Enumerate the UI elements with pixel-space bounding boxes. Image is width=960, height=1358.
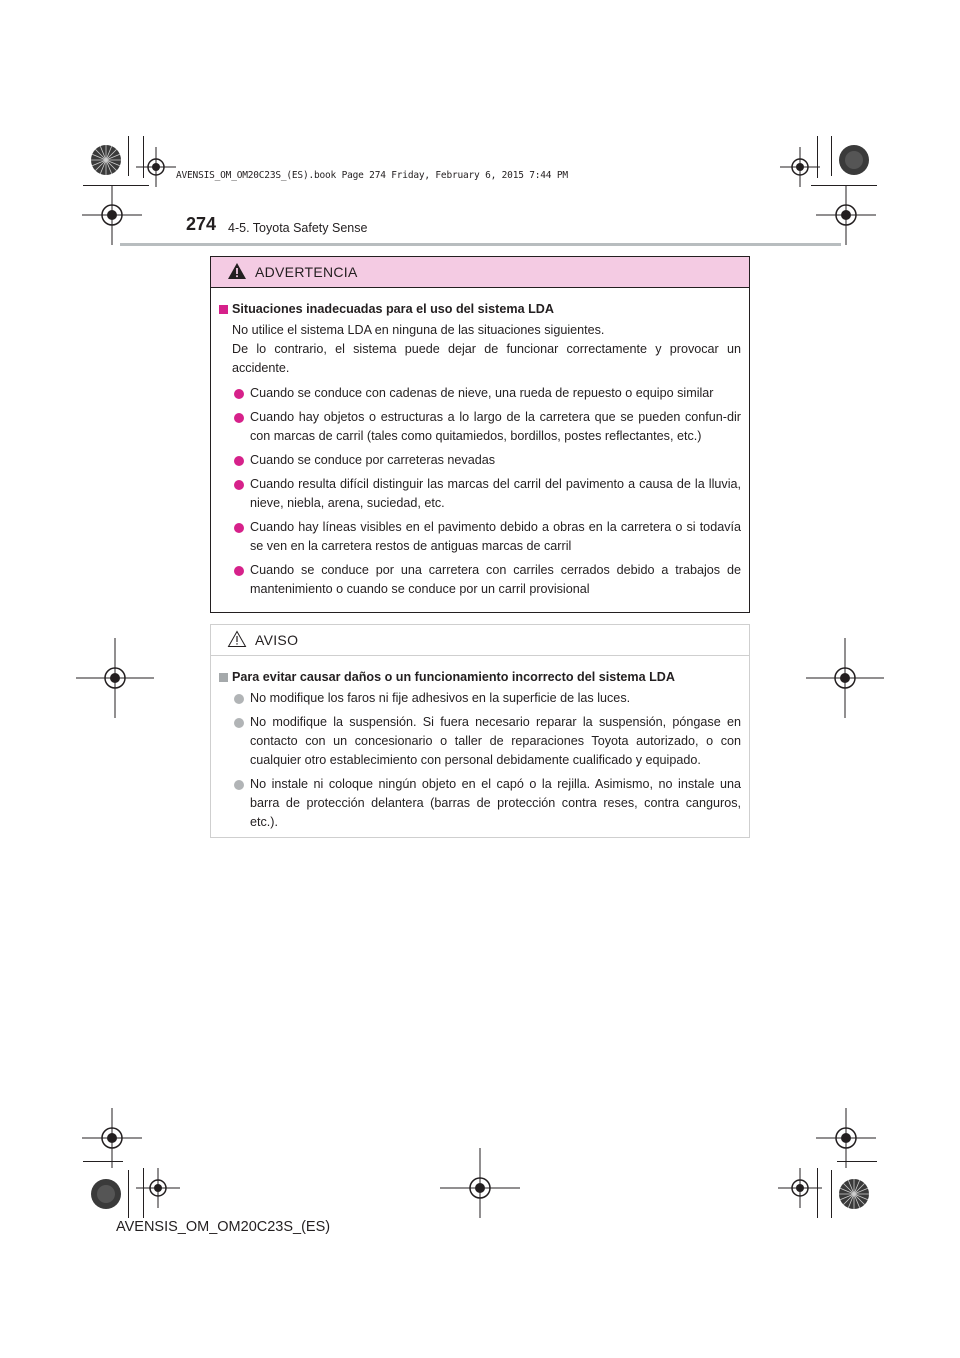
list-item bbox=[219, 451, 741, 470]
list-item bbox=[219, 408, 741, 446]
list-item-text: No modifique la suspensión. Si fuera necesario reparar la suspensión, póngase en contacto con un concesionario o taller de reparaciones Toyota autorizado, o con cualquier otro establecimiento con personal debidamente cualificado y equipado. bbox=[250, 715, 741, 767]
crop-line bbox=[831, 136, 832, 176]
bullet-icon bbox=[234, 523, 244, 533]
registration-target-icon bbox=[82, 185, 142, 245]
footer-code: AVENSIS_OM_OM20C23S_(ES) bbox=[116, 1219, 331, 1235]
list-item-text: Cuando hay objetos o estructuras a lo largo de la carretera que se pueden confun-dir con marcas de carril (tales como quitamiedos, bordillos, postes reflectantes, etc.) bbox=[250, 410, 741, 443]
bullet-icon bbox=[234, 413, 244, 423]
bullet-icon bbox=[234, 456, 244, 466]
bullet-icon bbox=[234, 480, 244, 490]
list-item bbox=[219, 561, 741, 599]
registration-target-icon bbox=[136, 1168, 180, 1208]
registration-target-icon bbox=[778, 1168, 822, 1208]
crop-line bbox=[831, 1170, 832, 1218]
bullet-icon bbox=[234, 780, 244, 790]
list-item bbox=[219, 384, 741, 403]
list-item bbox=[219, 689, 741, 708]
warning-topic-text: Situaciones inadecuadas para el uso del sistema LDA bbox=[232, 302, 554, 316]
list-item bbox=[219, 475, 741, 513]
registration-target-icon bbox=[816, 185, 876, 245]
star-target-icon bbox=[90, 1178, 122, 1210]
registration-target-icon bbox=[816, 1108, 876, 1168]
warning-intro-2: De lo contrario, el sistema puede dejar de funcionar correctamente y provocar un accidente. bbox=[232, 342, 741, 375]
list-item-text: No modifique los faros ni fije adhesivos en la superficie de las luces. bbox=[250, 691, 631, 705]
warning-header bbox=[211, 257, 749, 288]
list-item bbox=[219, 775, 741, 832]
registration-target-icon bbox=[136, 147, 176, 187]
registration-target-icon bbox=[780, 147, 820, 187]
registration-target-icon bbox=[440, 1148, 520, 1218]
list-item-text: Cuando se conduce con cadenas de nieve, una rueda de repuesto o equipo similar bbox=[250, 386, 714, 400]
warning-intro-1: No utilice el sistema LDA en ninguna de las situaciones siguientes. bbox=[232, 323, 605, 337]
section-title: 4-5. Toyota Safety Sense bbox=[228, 221, 368, 235]
bullet-icon bbox=[234, 566, 244, 576]
list-item bbox=[219, 518, 741, 556]
print-info-slug: AVENSIS_OM_OM20C23S_(ES).book Page 274 Friday, February 6, 2015 7:44 PM bbox=[176, 170, 568, 181]
square-bullet-icon bbox=[219, 305, 228, 314]
list-item bbox=[219, 713, 741, 770]
star-target-icon bbox=[90, 144, 122, 176]
page-number: 274 bbox=[186, 214, 217, 234]
star-target-icon bbox=[838, 144, 870, 176]
list-item-text: No instale ni coloque ningún objeto en el capó o la rejilla. Asimismo, no instale una barra de protección delantera (barras de protección contra reses, contra canguros, etc.). bbox=[250, 777, 741, 829]
crop-line bbox=[128, 136, 129, 176]
list-item-text: Cuando se conduce por carreteras nevadas bbox=[250, 453, 496, 467]
caution-topic-text: Para evitar causar daños o un funcionamiento incorrecto del sistema LDA bbox=[232, 670, 676, 684]
crop-line bbox=[128, 1170, 129, 1218]
star-target-icon bbox=[838, 1178, 870, 1210]
list-item-text: Cuando hay líneas visibles en el pavimento debido a obras en la carretera o si todavía se ven en la carretera restos de antiguas marcas de carril bbox=[250, 520, 741, 553]
registration-target-icon bbox=[76, 638, 154, 718]
header-rule bbox=[120, 243, 841, 246]
warning-title: ADVERTENCIA bbox=[255, 264, 358, 280]
square-bullet-icon bbox=[219, 673, 228, 682]
registration-target-icon bbox=[82, 1108, 142, 1168]
caution-title: AVISO bbox=[255, 632, 299, 648]
bullet-icon bbox=[234, 694, 244, 704]
bullet-icon bbox=[234, 389, 244, 399]
bullet-icon bbox=[234, 718, 244, 728]
caution-topic bbox=[219, 668, 741, 687]
caution-box bbox=[210, 624, 750, 838]
caution-header bbox=[211, 625, 749, 656]
list-item-text: Cuando se conduce por una carretera con carriles cerrados debido a trabajos de mantenimiento o cuando se conduce por un carril provisional bbox=[250, 563, 741, 596]
warning-topic bbox=[219, 300, 741, 319]
list-item-text: Cuando resulta difícil distinguir las marcas del carril del pavimento a causa de la lluvia, nieve, niebla, arena, suciedad, etc. bbox=[250, 477, 741, 510]
warning-triangle-icon bbox=[227, 262, 247, 280]
registration-target-icon bbox=[806, 638, 884, 718]
caution-triangle-icon bbox=[227, 630, 247, 648]
warning-box bbox=[210, 256, 750, 613]
